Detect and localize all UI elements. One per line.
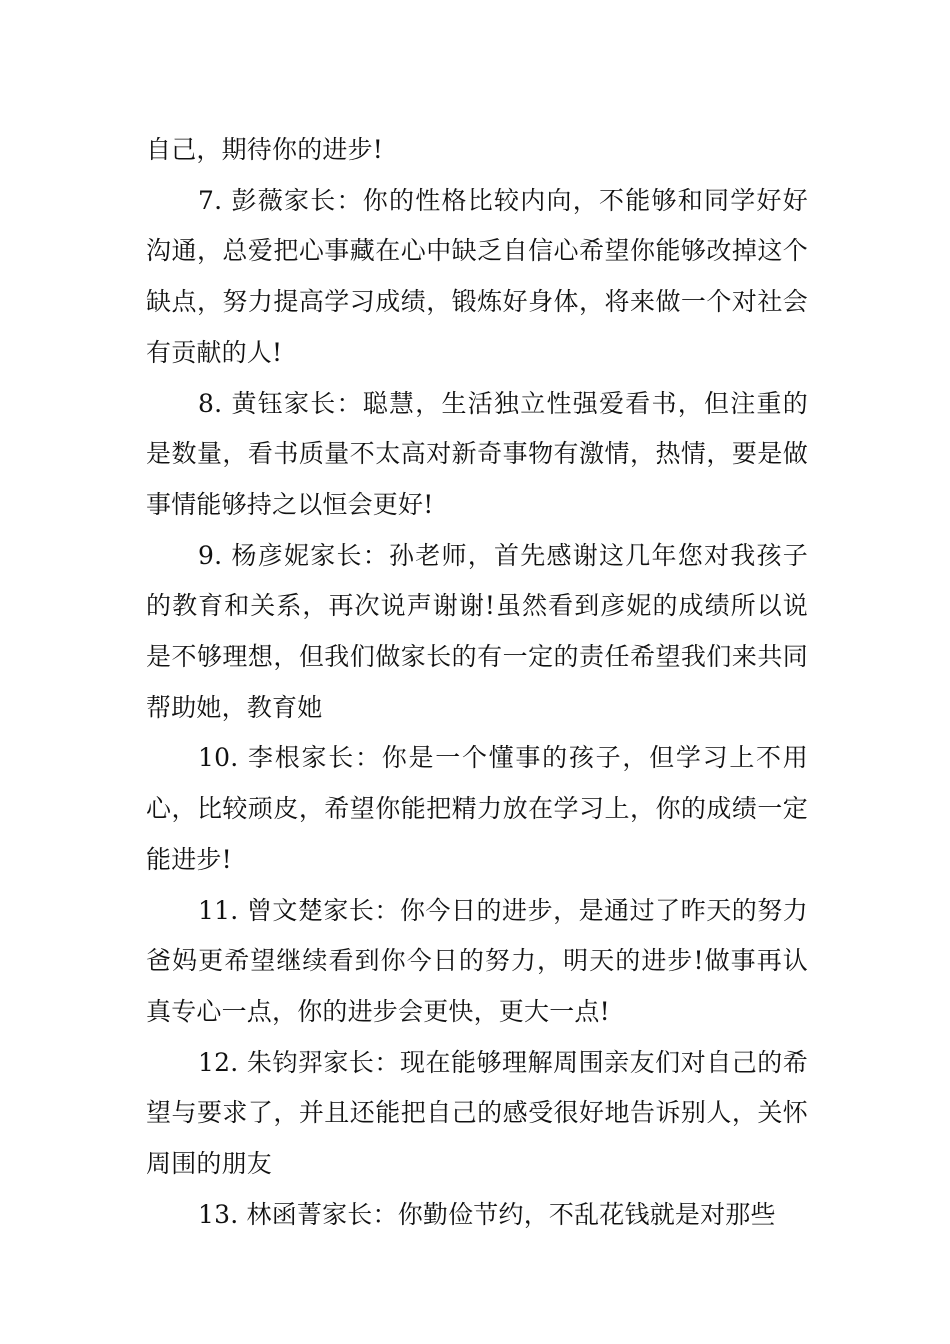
paragraph-comment-13: 13. 林函菁家长：你勤俭节约，不乱花钱就是对那些 (198, 1199, 776, 1229)
paragraph-comment-9: 9. 杨彦妮家长：孙老师，首先感谢这几年您对我孩子的教育和关系，再次说声谢谢!虽然看到彦妮的成绩所以说是不够理想，但我们做家长的有一定的责任希望我们来共同帮助她，教育她 (146, 540, 808, 722)
paragraph-comment-11: 11. 曾文楚家长：你今日的进步，是通过了昨天的努力爸妈更希望继续看到你今日的努力，明天的进步!做事再认真专心一点，你的进步会更快，更大一点! (146, 895, 808, 1026)
paragraph-comment-10: 10. 李根家长：你是一个懂事的孩子，但学习上不用心，比较顽皮，希望你能把精力放在学习上，你的成绩一定能进步! (146, 743, 808, 874)
document-body (146, 125, 808, 1240)
paragraph-comment-12: 12. 朱钧羿家长：现在能够理解周围亲友们对自己的希望与要求了，并且还能把自己的感受很好地告诉别人，关怀周围的朋友 (146, 1047, 808, 1179)
paragraph-comment-8: 8. 黄钰家长：聪慧，生活独立性强爱看书，但注重的是数量，看书质量不太高对新奇事物有激情，热情，要是做事情能够持之以恒会更好! (146, 388, 808, 519)
paragraph-comment-7: 7. 彭薇家长：你的性格比较内向，不能够和同学好好沟通，总爱把心事藏在心中缺乏自信心希望你能够改掉这个缺点，努力提高学习成绩，锻炼好身体，将来做一个对社会有贡献的人! (146, 185, 808, 367)
paragraph-continuation: 自己，期待你的进步! (146, 135, 384, 164)
